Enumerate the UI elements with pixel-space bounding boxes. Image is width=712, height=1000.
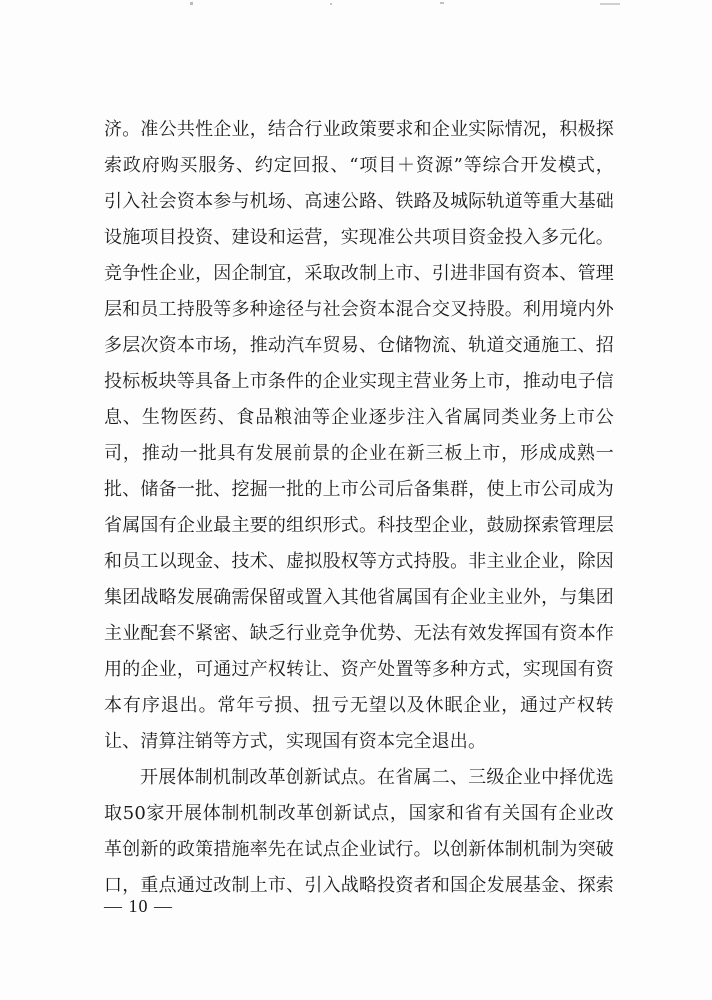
body-line: 济。准公共性企业，结合行业政策要求和企业实际情况，积极探 xyxy=(104,119,614,140)
body-line: 多层次资本市场，推动汽车贸易、仓储物流、轨道交通施工、招 xyxy=(104,335,614,356)
body-line: 口，重点通过改制上市、引入战略投资者和国企发展基金、探索 xyxy=(104,875,614,896)
scan-artifacts xyxy=(0,0,712,12)
body-line: 用的企业，可通过产权转让、资产处置等多种方式，实现国有资 xyxy=(104,659,614,680)
body-line: 投标板块等具备上市条件的企业实现主营业务上市，推动电子信 xyxy=(104,371,614,392)
body-line: 批、储备一批、挖掘一批的上市公司后备集群，使上市公司成为 xyxy=(104,479,614,500)
body-line: 主业配套不紧密、缺乏行业竞争优势、无法有效发挥国有资本作 xyxy=(104,623,614,644)
body-line: 引入社会资本参与机场、高速公路、铁路及城际轨道等重大基础 xyxy=(104,191,614,212)
body-line: 设施项目投资、建设和运营，实现准公共项目资金投入多元化。 xyxy=(104,227,614,248)
page-number: — 10 — xyxy=(104,896,173,916)
body-line: 革创新的政策措施率先在试点企业试行。以创新体制机制为突破 xyxy=(104,839,614,860)
body-line: 息、生物医药、食品粮油等企业逐步注入省属同类业务上市公 xyxy=(104,407,614,428)
body-line: 取50家开展体制机制改革创新试点，国家和省有关国有企业改 xyxy=(104,803,614,824)
body-line: 竞争性企业，因企制宜，采取改制上市、引进非国有资本、管理 xyxy=(104,263,614,284)
body-line: 让、清算注销等方式，实现国有资本完全退出。 xyxy=(104,731,487,752)
body-line: 索政府购买服务、约定回报、“项目＋资源”等综合开发模式， xyxy=(104,155,614,176)
body-line: 层和员工持股等多种途径与社会资本混合交叉持股。利用境内外 xyxy=(104,299,614,320)
body-line: 省属国有企业最主要的组织形式。科技型企业，鼓励探索管理层 xyxy=(104,515,614,536)
body-line: 司，推动一批具有发展前景的企业在新三板上市，形成成熟一 xyxy=(104,443,614,464)
paragraph-first-line: 开展体制机制改革创新试点。在省属二、三级企业中择优选 xyxy=(140,767,614,788)
body-line: 集团战略发展确需保留或置入其他省属国有企业主业外，与集团 xyxy=(104,587,614,608)
body-line: 和员工以现金、技术、虚拟股权等方式持股。非主业企业，除因 xyxy=(104,551,614,572)
body-line: 本有序退出。常年亏损、扭亏无望以及休眠企业，通过产权转 xyxy=(104,695,614,716)
